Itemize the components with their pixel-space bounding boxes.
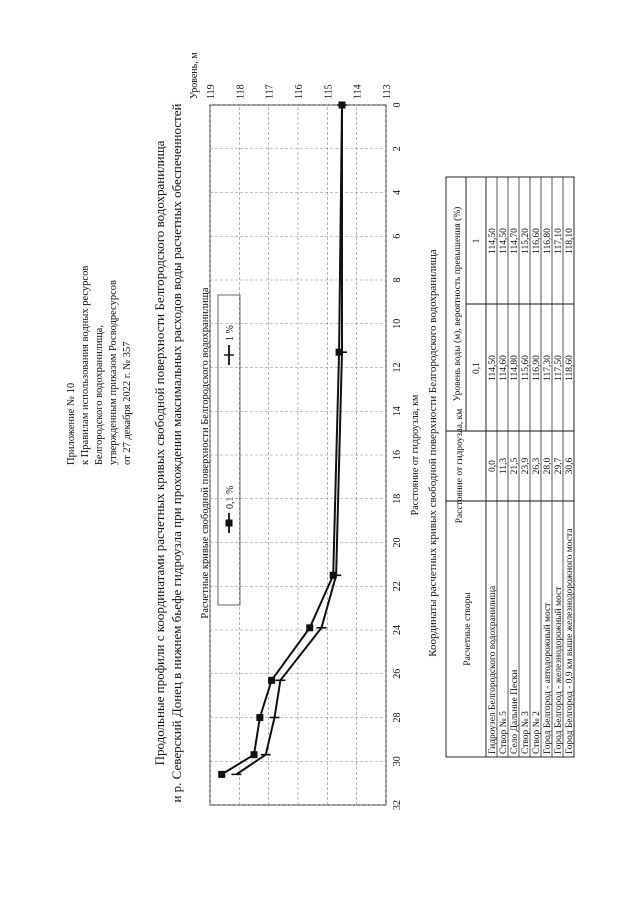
table-cell-p01: 114,50 bbox=[488, 355, 498, 381]
th-p01: 0,1 bbox=[472, 362, 482, 374]
data-point-p01 bbox=[306, 624, 313, 631]
table-cell-p1: 114,70 bbox=[510, 228, 520, 254]
th-station: Расчетные створы bbox=[463, 592, 473, 666]
x-tick-label: 20 bbox=[392, 537, 403, 548]
table-cell-p01: 117,30 bbox=[543, 355, 553, 381]
th-level-group: Уровень воды (м), вероятность превышения (%) bbox=[453, 206, 463, 402]
legend-label-p01: 0,1 % bbox=[225, 485, 236, 509]
table-cell-p01: 114,80 bbox=[510, 355, 520, 381]
legend-label-p1: 1 % bbox=[225, 325, 236, 341]
data-point-p01 bbox=[218, 771, 225, 778]
data-point-p01 bbox=[268, 677, 275, 684]
table-cell-p1: 115,20 bbox=[521, 228, 531, 254]
x-tick-label: 4 bbox=[392, 190, 403, 195]
table-cell-p01: 115,60 bbox=[521, 355, 531, 381]
x-tick-label: 6 bbox=[392, 233, 403, 239]
table-cell-station: Город Белгород - автодорожный мост bbox=[543, 602, 553, 754]
table-cell-p01: 117,50 bbox=[554, 355, 564, 381]
table-cell-p1: 117,10 bbox=[554, 228, 564, 254]
table-cell-p1: 118,10 bbox=[565, 228, 575, 254]
doc-title-line-2: и р. Северский Донец в нижнем бьефе гидроузла при прохождении максимальных расходов воды расчетных обеспеченностей bbox=[169, 103, 184, 803]
table-cell-station: Город Белгород - 0,9 км выше железнодорожного моста bbox=[565, 528, 575, 754]
x-tick-label: 12 bbox=[392, 362, 403, 373]
appendix-line-3: Белгородского водохранилища, bbox=[94, 325, 105, 465]
table-cell-distance: 11,3 bbox=[499, 457, 509, 475]
appendix-line-1: Приложение № 10 bbox=[66, 382, 77, 465]
appendix-line-5: от 27 декабря 2022 г. № 357 bbox=[122, 341, 133, 465]
table-title: Координаты расчетных кривых свободной поверхности Белгородского водохранилища bbox=[427, 249, 439, 657]
appendix-line-2: к Правилам использования водных ресурсов bbox=[80, 265, 91, 465]
x-tick-label: 14 bbox=[392, 406, 403, 417]
data-point-p01 bbox=[256, 714, 263, 721]
x-tick-label: 10 bbox=[392, 318, 403, 329]
table-cell-station: Город Белгород - железнодорожный мост bbox=[554, 586, 564, 754]
levels-table bbox=[446, 177, 575, 757]
doc-title-line-1: Продольные профили с координатами расчетных кривых свободной поверхности Белгородского водохранилища bbox=[152, 140, 167, 766]
table-cell-distance: 29,7 bbox=[554, 457, 564, 475]
x-tick-label: 24 bbox=[392, 625, 403, 635]
x-tick-label: 30 bbox=[392, 756, 403, 767]
y-tick-label: 117 bbox=[264, 84, 276, 99]
table-cell-distance: 30,6 bbox=[565, 457, 575, 475]
th-distance-text: Расстояние от гидроузла, км bbox=[455, 408, 465, 524]
chart-title: Расчетные кривые свободной поверхности Белгородского водохранилища bbox=[200, 287, 211, 619]
x-tick-label: 26 bbox=[392, 668, 403, 679]
y-tick-label: 118 bbox=[235, 84, 247, 99]
x-tick-label: 16 bbox=[392, 450, 403, 460]
table-cell-distance: 21,5 bbox=[510, 457, 520, 475]
x-tick-label: 22 bbox=[392, 581, 403, 592]
table-cell-station: Створ № 3 bbox=[521, 711, 531, 754]
data-point-p01 bbox=[251, 751, 258, 758]
table-body bbox=[488, 177, 575, 757]
x-tick-label: 28 bbox=[392, 712, 403, 723]
appendix-block bbox=[66, 266, 133, 465]
x-tick-label: 32 bbox=[392, 800, 403, 810]
table-cell-p01: 114,60 bbox=[499, 355, 509, 381]
table-cell-p1: 116,80 bbox=[543, 228, 553, 254]
table-cell-p1: 114,50 bbox=[488, 228, 498, 254]
chart-legend bbox=[218, 295, 240, 605]
th-p1: 1 bbox=[472, 238, 482, 244]
x-tick-label: 0 bbox=[392, 102, 403, 108]
table-cell-p1: 114,50 bbox=[499, 228, 509, 254]
grid-layer bbox=[210, 105, 386, 805]
x-tick-labels bbox=[392, 103, 403, 811]
table-cell-p01: 116,90 bbox=[532, 355, 542, 381]
y-tick-label: 119 bbox=[206, 84, 217, 99]
appendix-line-4: утвержденным приказом Росводресурсов bbox=[108, 280, 119, 465]
table-cell-station: Створ № 5 bbox=[499, 711, 509, 754]
x-tick-label: 8 bbox=[392, 277, 403, 283]
table-cell-station: Село Дальние Пески bbox=[510, 669, 520, 754]
y-axis-label: Уровень, м bbox=[189, 52, 200, 99]
table-cell-distance: 0,0 bbox=[488, 460, 498, 472]
table-cell-p1: 116,60 bbox=[532, 228, 542, 254]
x-axis-label: Расстояние от гидроузла, км bbox=[410, 394, 421, 516]
y-tick-label: 114 bbox=[352, 84, 364, 99]
x-tick-label: 18 bbox=[392, 493, 403, 504]
table-cell-distance: 26,3 bbox=[532, 457, 542, 475]
table-cell-p01: 118,60 bbox=[565, 355, 575, 381]
table-cell-station: Створ № 2 bbox=[532, 711, 542, 754]
x-tick-label: 2 bbox=[392, 146, 403, 152]
y-tick-labels bbox=[206, 84, 393, 99]
table-cell-station: Гидроузел Белгородского водохранилища bbox=[488, 585, 498, 754]
table-cell-distance: 23,9 bbox=[521, 457, 531, 475]
th-distance bbox=[455, 409, 465, 524]
y-tick-label: 115 bbox=[323, 84, 335, 99]
y-tick-label: 116 bbox=[294, 84, 305, 99]
table-cell-distance: 28,0 bbox=[543, 457, 553, 475]
y-tick-label: 113 bbox=[382, 84, 393, 99]
series-layer bbox=[218, 102, 347, 778]
